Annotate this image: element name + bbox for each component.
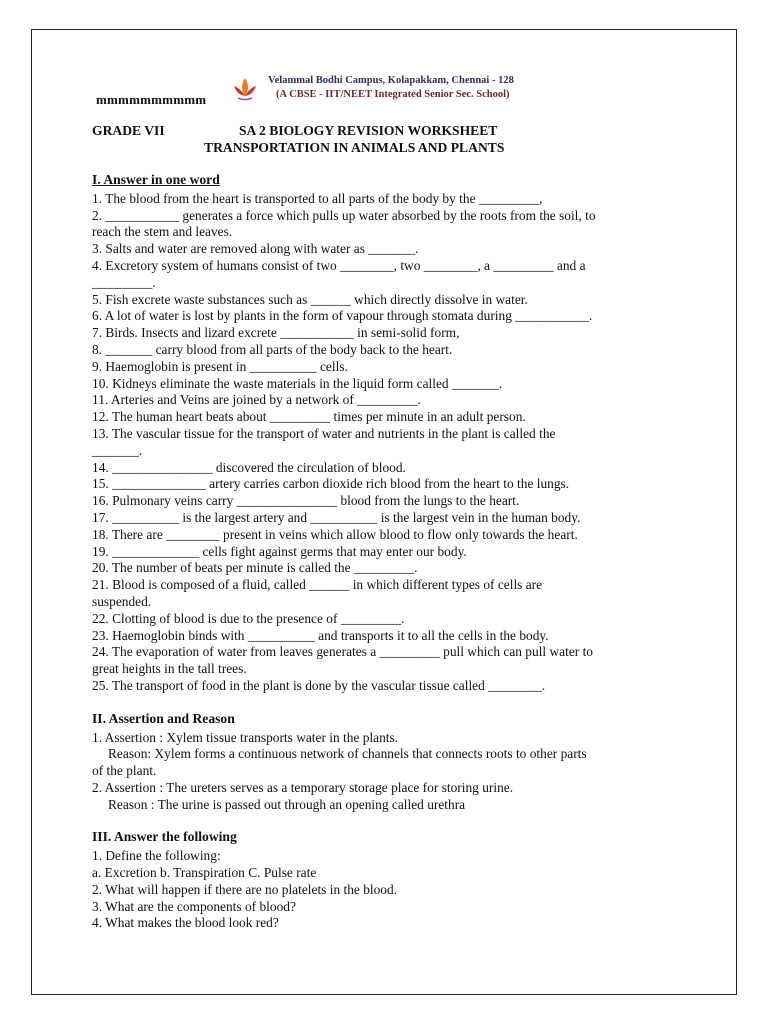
section1-heading: I. Answer in one word (92, 172, 220, 187)
school-name-block (268, 74, 514, 102)
question-line: 4. Excretory system of humans consist of two ________, two ________, a _________ and a (92, 257, 586, 273)
school-subtitle: (A CBSE - IIT/NEET Integrated Senior Sec. School) (276, 89, 510, 100)
question-line: 20. The number of beats per minute is called the _________. (92, 560, 418, 576)
question-line: a. Excretion b. Transpiration C. Pulse rate (92, 865, 317, 881)
question-line: 22. Clotting of blood is due to the presence of _________. (92, 610, 405, 626)
question-line: 2. ___________ generates a force which pulls up water absorbed by the roots from the soil, to (92, 207, 596, 223)
question-line: 12. The human heart beats about _________ times per minute in an adult person. (92, 409, 526, 425)
question-line: 19. _____________ cells fight against germs that may enter our body. (92, 543, 467, 559)
header-filler-text: mmmmmmmmmm (96, 92, 207, 107)
reason-1-continued: of the plant. (92, 763, 157, 779)
worksheet-title-line2: TRANSPORTATION IN ANIMALS AND PLANTS (204, 140, 505, 155)
question-line: 14. _______________ discovered the circulation of blood. (92, 459, 406, 475)
question-line: 3. Salts and water are removed along with water as _______. (92, 241, 419, 257)
assertion-1: 1. Assertion : Xylem tissue transports water in the plants. (92, 729, 399, 745)
section1-questions (92, 191, 682, 695)
question-line: 24. The evaporation of water from leaves generates a _________ pull which can pull water to (92, 644, 593, 660)
question-line: 10. Kidneys eliminate the waste materials in the liquid form called _______. (92, 375, 503, 391)
reason-1: Reason: Xylem forms a continuous network of channels that connects roots to other parts (108, 746, 587, 762)
question-line: 2. What will happen if there are no platelets in the blood. (92, 881, 398, 897)
section3-questions (92, 848, 682, 932)
assertion-2: 2. Assertion : The ureters serves as a temporary storage place for storing urine. (92, 779, 514, 795)
school-name: Velammal Bodhi Campus, Kolapakkam, Chennai - 128 (268, 75, 514, 86)
question-line: suspended. (92, 593, 152, 609)
section2-heading: II. Assertion and Reason (92, 710, 235, 726)
section2-questions (92, 730, 682, 814)
question-line: 21. Blood is composed of a fluid, called ______ in which different types of cells are (92, 577, 543, 593)
question-line: 5. Fish excrete waste substances such as ______ which directly dissolve in water. (92, 291, 528, 307)
question-line: _________. (92, 274, 156, 290)
worksheet-content (92, 70, 682, 932)
lotus-logo-icon (230, 74, 260, 104)
question-line: 1. The blood from the heart is transported to all parts of the body by the _________, (92, 190, 543, 206)
question-line: 25. The transport of food in the plant is done by the vascular tissue called ________. (92, 677, 546, 693)
question-line: 18. There are ________ present in veins which allow blood to flow only towards the heart. (92, 526, 578, 542)
section3-heading: III. Answer the following (92, 829, 237, 845)
question-line: 23. Haemoglobin binds with __________ and transports it to all the cells in the body. (92, 627, 549, 643)
question-line: 6. A lot of water is lost by plants in the form of vapour through stomata during ___________. (92, 308, 593, 324)
question-line: 1. Define the following: (92, 848, 221, 864)
grade-label: GRADE VII (92, 123, 165, 138)
question-line: 8. _______ carry blood from all parts of the body back to the heart. (92, 341, 453, 357)
question-line: 13. The vascular tissue for the transport of water and nutrients in the plant is called the (92, 425, 556, 441)
question-line: 11. Arteries and Veins are joined by a network of _________. (92, 392, 421, 408)
question-line: reach the stem and leaves. (92, 224, 233, 240)
question-line: _______. (92, 442, 143, 458)
header (92, 70, 682, 114)
question-line: 7. Birds. Insects and lizard excrete ___________ in semi-solid form, (92, 325, 460, 341)
question-line: 4. What makes the blood look red? (92, 915, 279, 931)
worksheet-title-line1: SA 2 BIOLOGY REVISION WORKSHEET (239, 123, 498, 138)
school-logo-block (230, 74, 514, 108)
question-line: great heights in the tall trees. (92, 661, 247, 677)
question-line: 3. What are the components of blood? (92, 898, 296, 914)
question-line: 16. Pulmonary veins carry _______________ blood from the lungs to the heart. (92, 493, 520, 509)
reason-2: Reason : The urine is passed out through an opening called urethra (108, 796, 466, 812)
worksheet-title (92, 122, 682, 156)
question-line: 15. ______________ artery carries carbon dioxide rich blood from the heart to the lungs. (92, 476, 570, 492)
question-line: 17. __________ is the largest artery and __________ is the largest vein in the human body. (92, 509, 581, 525)
question-line: 9. Haemoglobin is present in __________ cells. (92, 358, 348, 374)
